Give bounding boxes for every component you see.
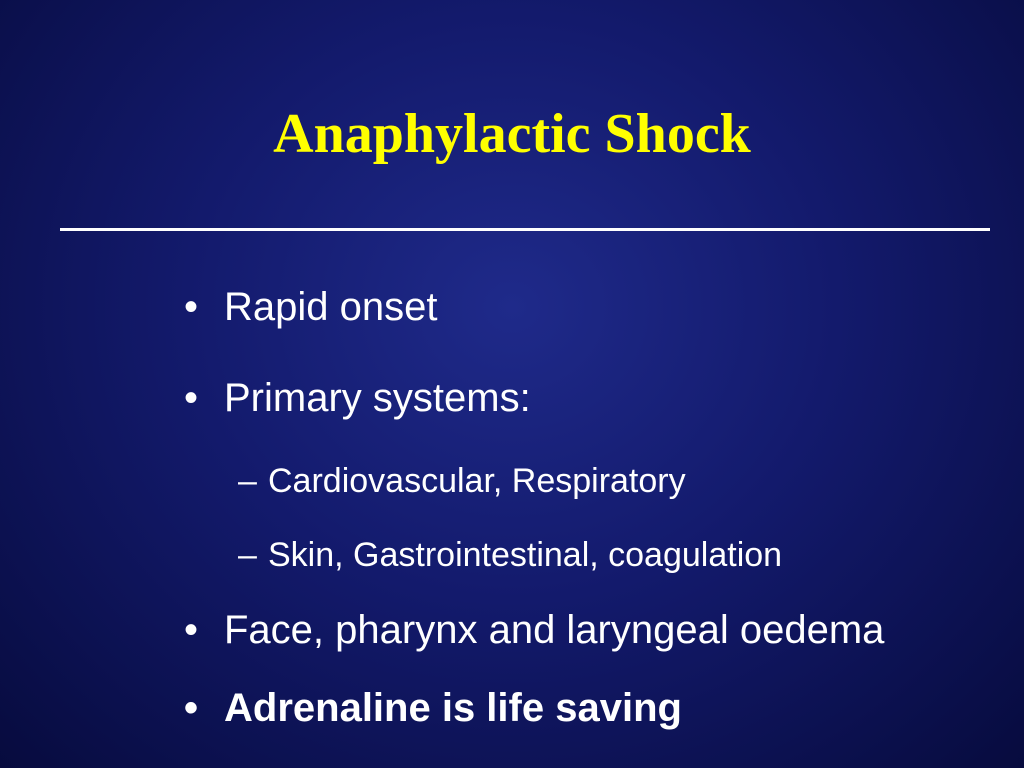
sub-bullet-item xyxy=(238,534,782,576)
bullet-text: Rapid onset xyxy=(224,285,438,329)
sub-bullet-text: Skin, Gastrointestinal, coagulation xyxy=(268,536,783,574)
bullet-item xyxy=(180,606,884,654)
slide-title: Anaphylactic Shock xyxy=(273,103,751,165)
bullet-marker: • xyxy=(184,285,199,329)
bullet-item xyxy=(180,374,531,422)
bullet-marker: • xyxy=(184,686,199,730)
bullet-item-emphasis xyxy=(180,684,682,732)
sub-bullet-text: Cardiovascular, Respiratory xyxy=(268,462,686,500)
bullet-item xyxy=(180,283,437,331)
bullet-text: Adrenaline is life saving xyxy=(224,686,682,730)
bullet-text: Primary systems: xyxy=(224,376,531,420)
sub-bullet-item xyxy=(238,460,686,502)
bullet-marker: • xyxy=(184,376,199,420)
bullet-marker: • xyxy=(184,608,199,652)
sub-bullet-marker: – xyxy=(238,462,257,500)
sub-bullet-marker: – xyxy=(238,536,257,574)
bullet-text: Face, pharynx and laryngeal oedema xyxy=(224,608,885,652)
